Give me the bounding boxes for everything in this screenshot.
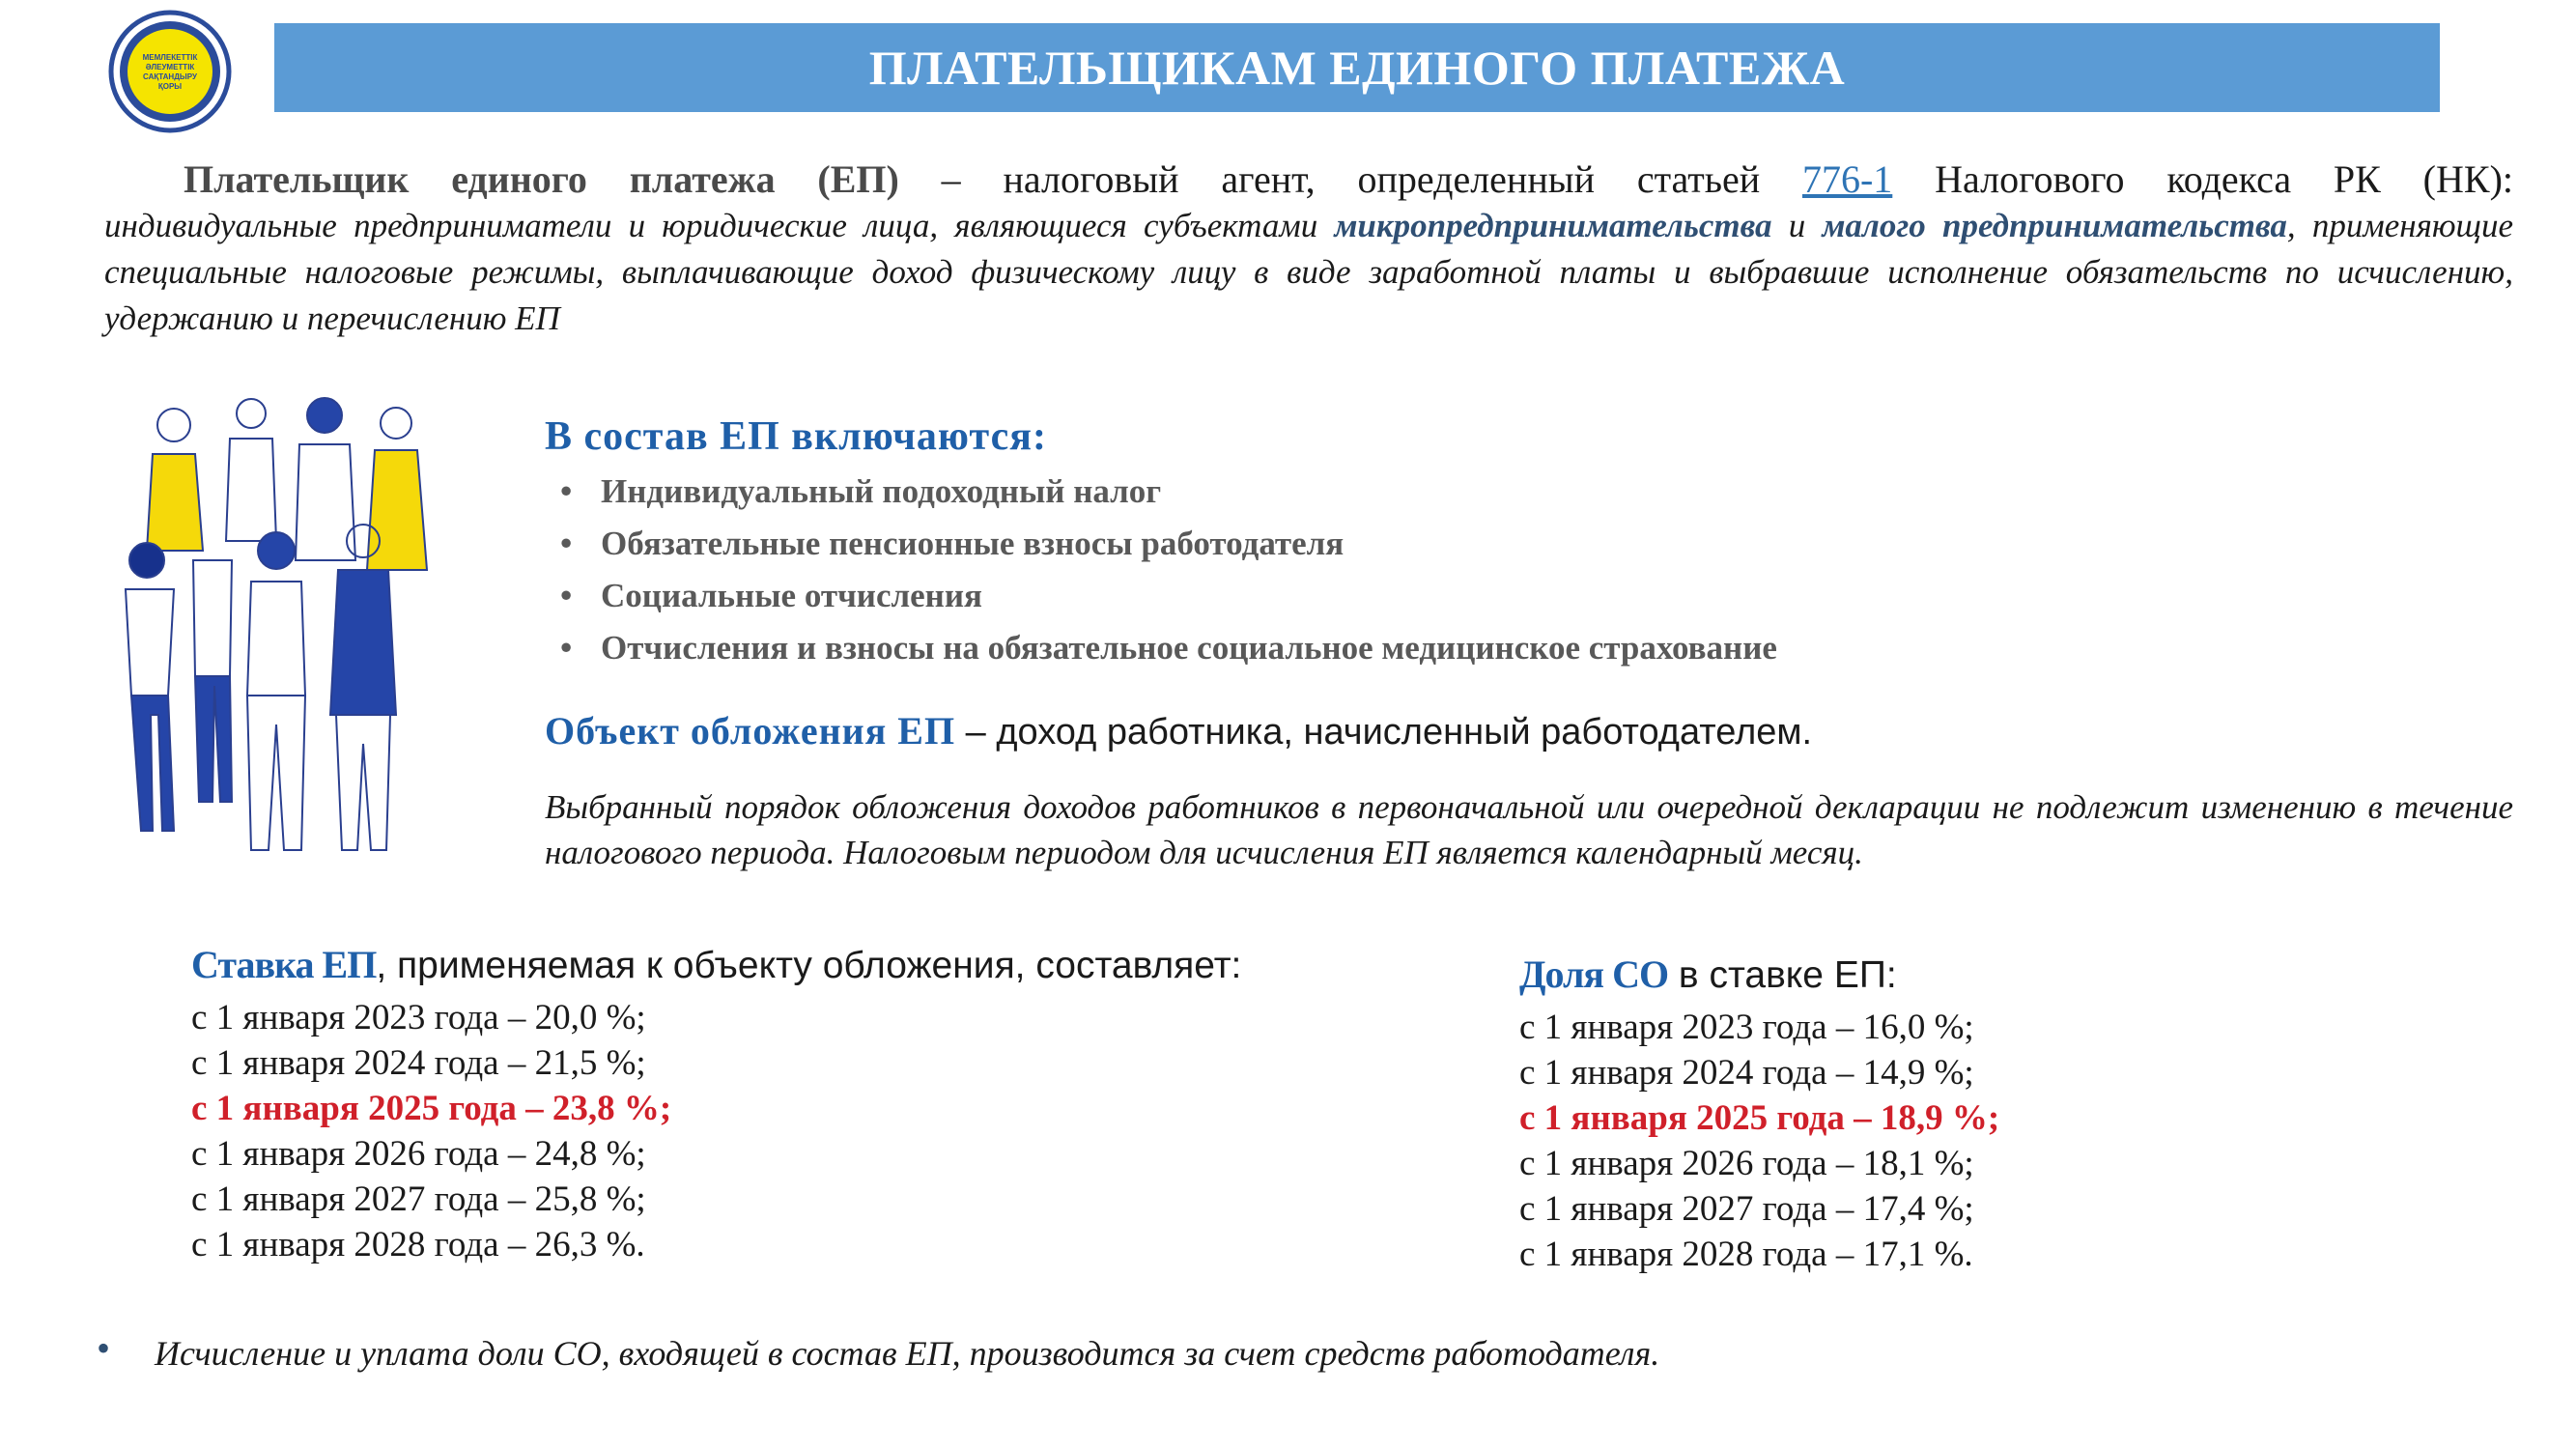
intro-small: малого предпринимательства	[1822, 207, 2287, 244]
share-heading-rest: в ставке ЕП:	[1668, 954, 1897, 996]
rate-item: с 1 января 2024 года – 21,5 %;	[191, 1043, 646, 1083]
rate-item-highlighted: с 1 января 2025 года – 23,8 %;	[191, 1089, 672, 1128]
intro-after-link: Налогового кодекса РК (НК):	[1892, 157, 2513, 201]
rate-heading-rest: , применяемая к объекту обложения, составляет:	[376, 945, 1242, 986]
rate-heading	[191, 942, 1241, 987]
intro-italic-part2: , применяющие специальные налоговые режимы, выплачивающие доход физическому лицу в виде заработной платы и выбравшие исполнение обязательств по исчислению, удержанию и перечислению ЕП	[104, 207, 2514, 337]
intro-lead-line	[104, 156, 2513, 203]
share-item: с 1 января 2028 года – 17,1 %.	[1519, 1235, 1973, 1274]
rate-item: с 1 января 2026 года – 24,8 %;	[191, 1134, 646, 1174]
share-item-highlighted: с 1 января 2025 года – 18,9 %;	[1519, 1098, 2000, 1138]
footer-note: Исчисление и уплата доли СО, входящей в состав ЕП, производится за счет средств работодателя.	[155, 1334, 1660, 1373]
share-heading	[1519, 952, 1897, 997]
rate-item: с 1 января 2027 года – 25,8 %;	[191, 1179, 646, 1219]
period-note: Выбранный порядок обложения доходов работников в первоначальной или очередной декларации не подлежит изменению в течение налогового периода. Налоговым периодом для исчисления ЕП является календарный месяц.	[545, 788, 2513, 871]
intro-and: и	[1771, 207, 1823, 244]
object-text: – доход работника, начисленный работодателем.	[955, 712, 1813, 753]
logo-text-line: ӘЛЕУМЕТТІК	[145, 63, 195, 71]
rate-heading-bold: Ставка ЕП	[191, 943, 377, 986]
share-item: с 1 января 2024 года – 14,9 %;	[1519, 1053, 1974, 1093]
object-line	[545, 708, 1812, 753]
share-list	[1519, 1005, 1999, 1277]
article-776-1-link[interactable]: 776-1	[1801, 157, 1893, 201]
rate-item: с 1 января 2023 года – 20,0 %;	[191, 998, 646, 1037]
logo-text-line: МЕМЛЕКЕТТІК	[142, 53, 198, 62]
intro-term: Плательщик единого платежа (ЕП)	[184, 157, 899, 201]
share-item: с 1 января 2026 года – 18,1 %;	[1519, 1144, 1974, 1183]
intro-micro: микропредпринимательства	[1334, 207, 1772, 244]
footer-bullet-icon: •	[97, 1326, 111, 1370]
share-item: с 1 января 2027 года – 17,4 %;	[1519, 1189, 1974, 1229]
rate-item: с 1 января 2028 года – 26,3 %.	[191, 1225, 645, 1264]
share-heading-bold: Доля СО	[1519, 952, 1669, 996]
composition-heading: В состав ЕП включаются:	[545, 414, 1047, 459]
fund-logo	[108, 10, 232, 133]
composition-list	[560, 466, 1777, 674]
composition-item: • Социальные отчисления	[560, 570, 1777, 622]
page-title: ПЛАТЕЛЬЩИКАМ ЕДИНОГО ПЛАТЕЖА	[868, 41, 1846, 95]
intro-italic-text	[104, 203, 2513, 342]
rate-list	[191, 995, 671, 1267]
intro-dash: – налоговый агент, определенный статьей	[898, 157, 1802, 201]
object-heading: Объект обложения ЕП	[545, 709, 956, 753]
header-banner	[274, 23, 2440, 112]
logo-text-line: ҚОРЫ	[157, 82, 183, 91]
share-item: с 1 января 2023 года – 16,0 %;	[1519, 1008, 1974, 1047]
composition-item: • Индивидуальный подоходный налог	[560, 466, 1777, 518]
intro-paragraph	[104, 156, 2513, 342]
intro-italic-part1: индивидуальные предприниматели и юридические лица, являющиеся субъектами	[104, 207, 1335, 244]
logo-text-line: САҚТАНДЫРУ	[143, 72, 197, 81]
workers-group-illustration	[106, 396, 473, 879]
composition-item: • Отчисления и взносы на обязательное социальное медицинское страхование	[560, 622, 1777, 674]
composition-item: • Обязательные пенсионные взносы работодателя	[560, 518, 1777, 570]
